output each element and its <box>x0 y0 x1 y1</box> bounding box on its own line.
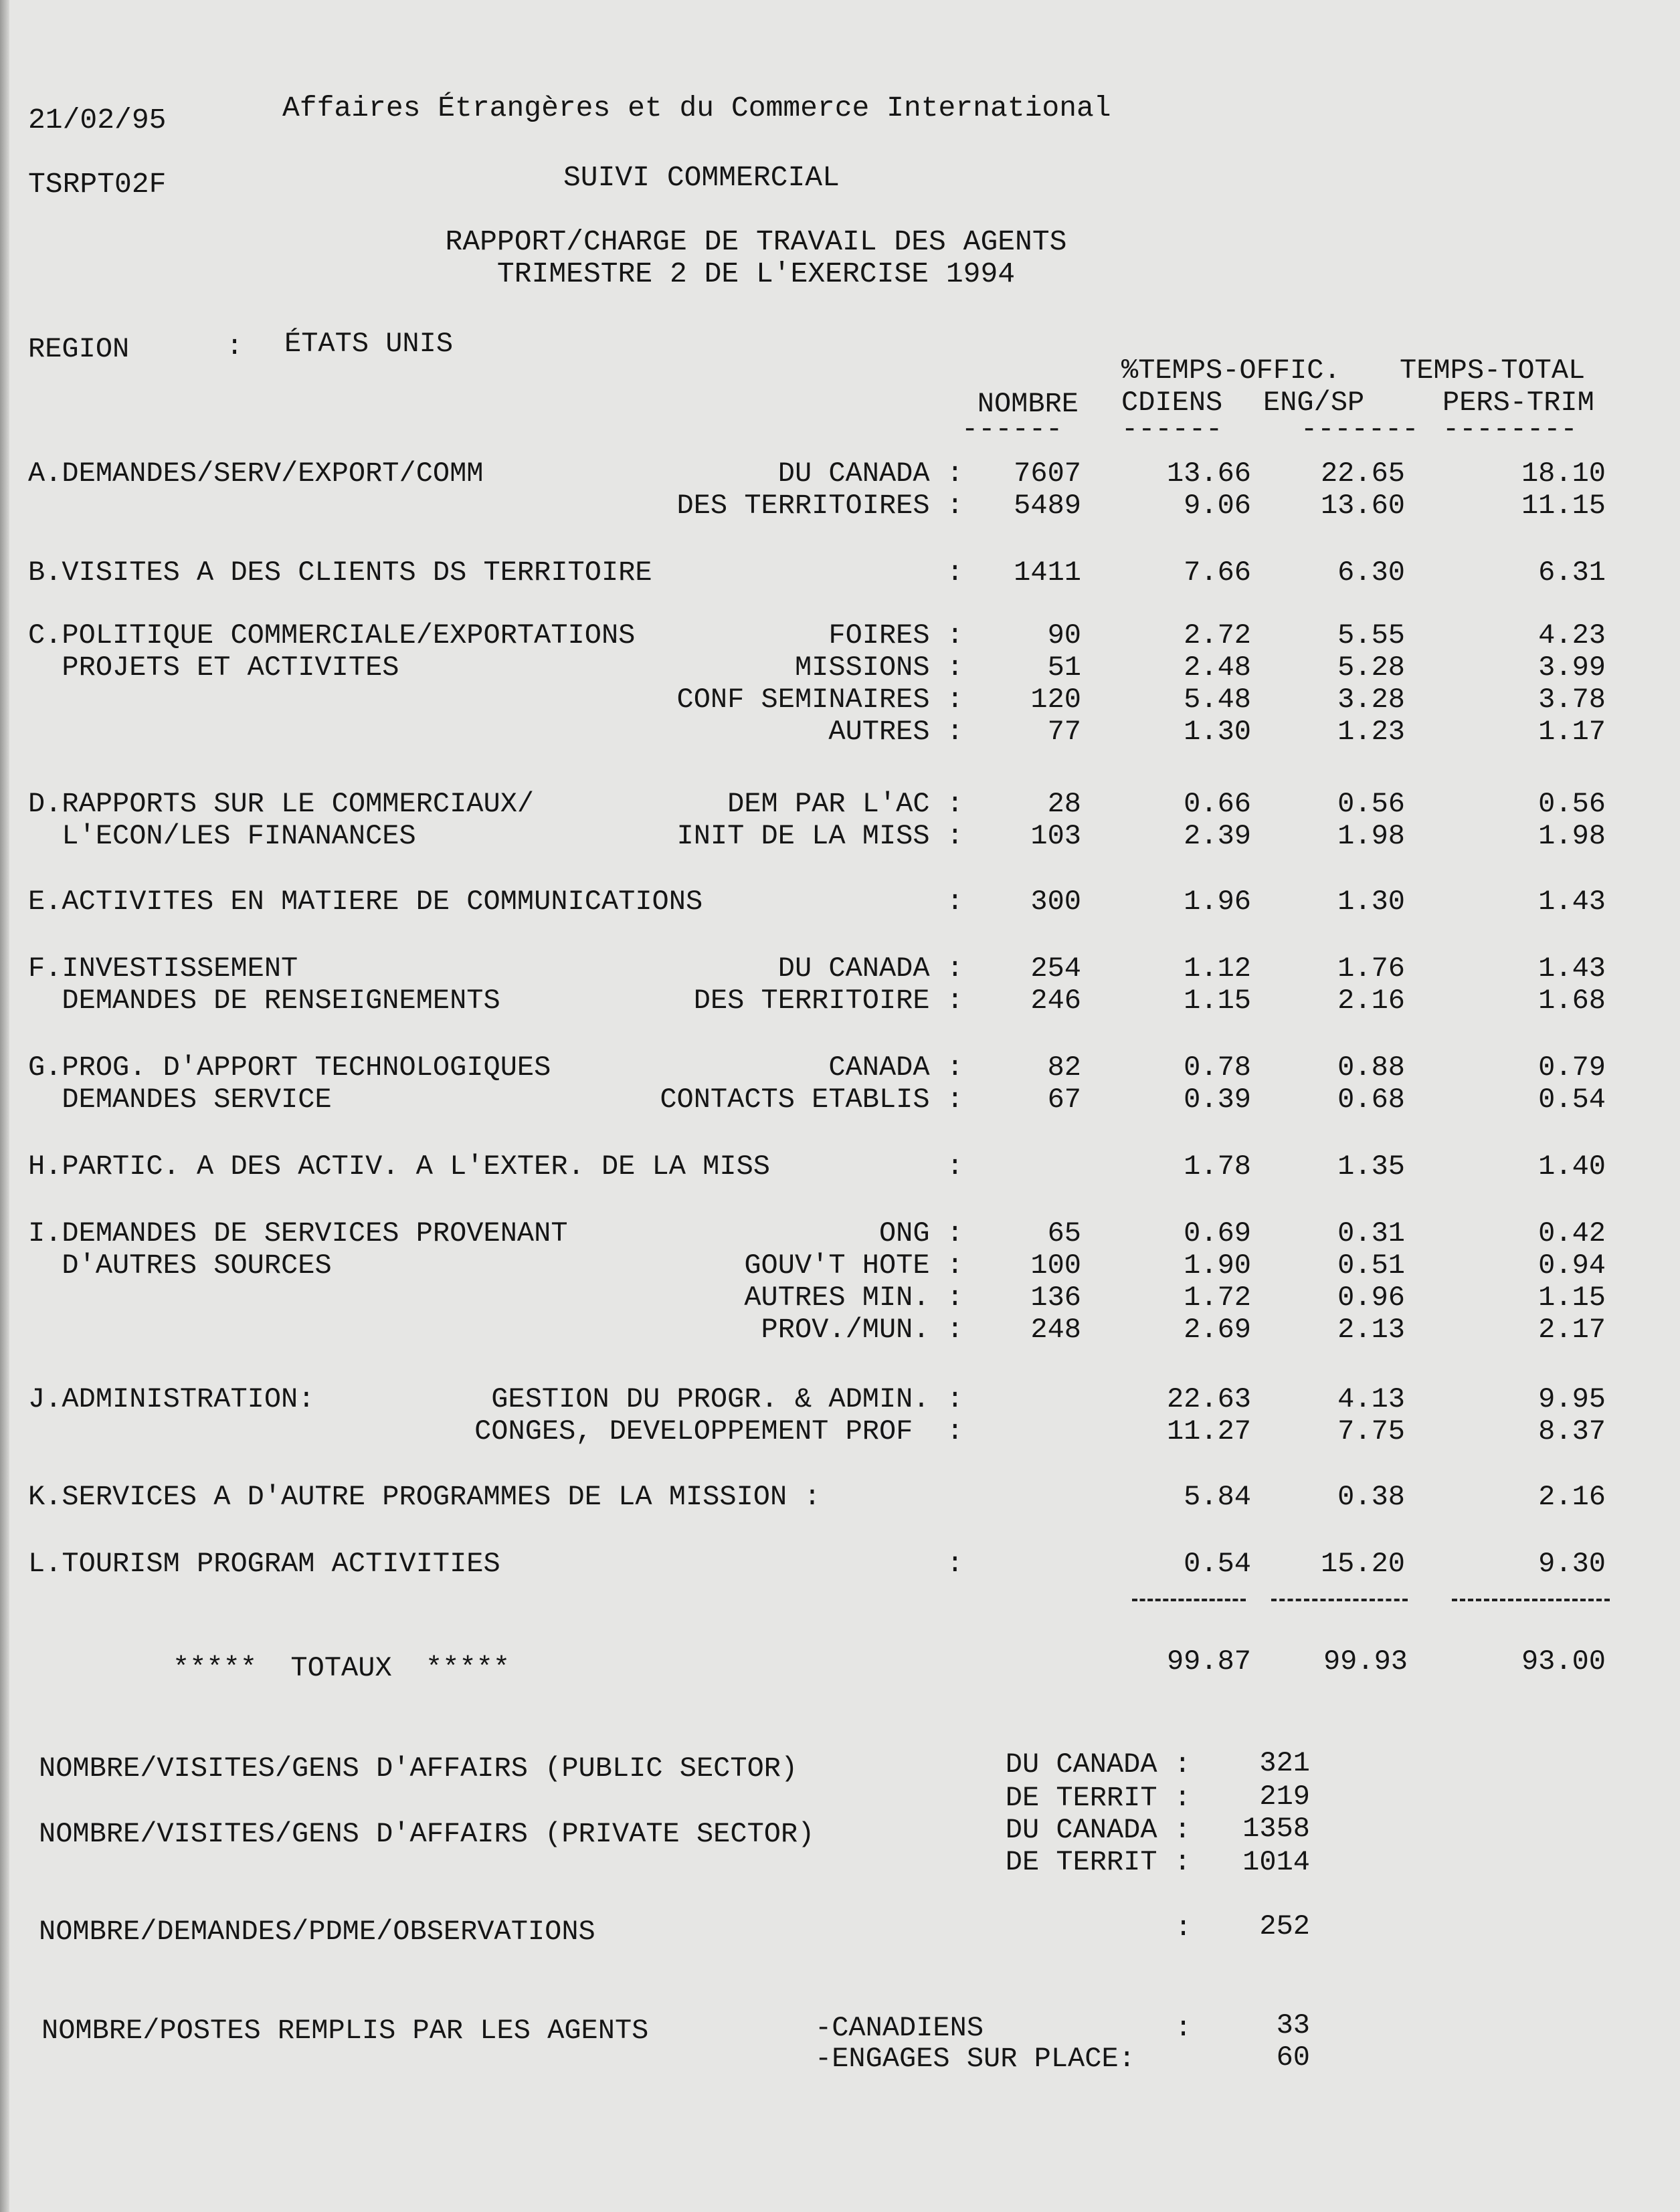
row-sublabel: FOIRES : <box>828 619 963 651</box>
row-label: D.RAPPORTS SUR LE COMMERCIAUX/ <box>28 788 535 820</box>
row-eng: 0.56 <box>1337 788 1405 820</box>
row-sublabel: AUTRES MIN. : <box>744 1282 963 1314</box>
row-nombre: 28 <box>1047 788 1081 820</box>
public-de-territ-value: 219 <box>1259 1781 1310 1813</box>
row-nombre: 5489 <box>1014 490 1081 522</box>
row-cdiens: 1.72 <box>1184 1282 1251 1314</box>
col-nombre: NOMBRE <box>977 388 1079 420</box>
private-sector-label: NOMBRE/VISITES/GENS D'AFFAIRS (PRIVATE SECTOR) <box>39 1818 815 1850</box>
row-sublabel: AUTRES : <box>828 716 963 748</box>
row-nombre: 65 <box>1047 1217 1081 1249</box>
row-eng: 22.65 <box>1320 458 1405 490</box>
row-label: E.ACTIVITES EN MATIERE DE COMMUNICATIONS <box>28 886 703 918</box>
row-nombre: 82 <box>1047 1051 1081 1084</box>
col-nombre-underline: ------ <box>961 413 1063 445</box>
row-sublabel: GOUV'T HOTE : <box>744 1249 963 1282</box>
row-nombre: 120 <box>1030 684 1081 716</box>
row-sublabel: DES TERRITOIRE : <box>693 985 963 1017</box>
row-eng: 1.98 <box>1337 820 1405 852</box>
row-sublabel: GESTION DU PROGR. & ADMIN. : <box>491 1383 963 1415</box>
row-sublabel: DU CANADA : <box>777 458 963 490</box>
row-eng: 15.20 <box>1320 1548 1405 1580</box>
row-label: L'ECON/LES FINANANCES <box>28 820 416 852</box>
row-sublabel: CANADA : <box>828 1051 963 1084</box>
row-eng: 0.38 <box>1337 1481 1405 1513</box>
row-cdiens: 11.27 <box>1166 1415 1251 1447</box>
region-separator: : <box>226 330 244 363</box>
pdme-value: 252 <box>1259 1910 1310 1942</box>
row-cdiens: 0.66 <box>1184 788 1251 820</box>
row-nombre: 51 <box>1047 651 1081 684</box>
department-name: Affaires Étrangères et du Commerce International <box>282 92 1111 124</box>
row-eng: 2.16 <box>1337 985 1405 1017</box>
row-sublabel: CONF SEMINAIRES : <box>676 684 963 716</box>
totals-rule-pers <box>1452 1599 1610 1601</box>
row-pers: 9.95 <box>1538 1383 1606 1415</box>
row-pers: 0.56 <box>1538 788 1606 820</box>
row-pers: 1.43 <box>1538 952 1606 985</box>
row-nombre: 7607 <box>1014 458 1081 490</box>
row-pers: 3.78 <box>1538 684 1606 716</box>
row-eng: 0.51 <box>1337 1249 1405 1282</box>
col-cdiens: CDIENS <box>1121 387 1223 419</box>
row-label: G.PROG. D'APPORT TECHNOLOGIQUES <box>28 1051 551 1084</box>
row-cdiens: 1.12 <box>1184 952 1251 985</box>
row-pers: 4.23 <box>1538 619 1606 651</box>
row-cdiens: 22.63 <box>1166 1383 1251 1415</box>
row-pers: 0.54 <box>1538 1084 1606 1116</box>
row-eng: 0.68 <box>1337 1084 1405 1116</box>
row-nombre: 246 <box>1030 985 1081 1017</box>
row-nombre: 248 <box>1030 1314 1081 1346</box>
row-nombre: 67 <box>1047 1084 1081 1116</box>
row-nombre: 300 <box>1030 886 1081 918</box>
scan-edge <box>0 0 9 2212</box>
row-eng: 1.76 <box>1337 952 1405 985</box>
private-de-territ-value: 1014 <box>1242 1846 1310 1878</box>
row-sublabel: PROV./MUN. : <box>761 1314 963 1346</box>
pdme-label: NOMBRE/DEMANDES/PDME/OBSERVATIONS <box>39 1916 595 1948</box>
row-cdiens: 2.48 <box>1184 651 1251 684</box>
row-eng: 6.30 <box>1337 557 1405 589</box>
row-nombre: 100 <box>1030 1249 1081 1282</box>
col-cdiens-underline: ------ <box>1121 413 1223 445</box>
row-pers: 0.42 <box>1538 1217 1606 1249</box>
postes-label: NOMBRE/POSTES REMPLIS PAR LES AGENTS <box>41 2015 649 2047</box>
row-nombre: 90 <box>1047 619 1081 651</box>
public-de-territ-label: DE TERRIT : <box>1005 1782 1191 1814</box>
row-cdiens: 13.66 <box>1166 458 1251 490</box>
row-nombre: 103 <box>1030 820 1081 852</box>
row-label: DEMANDES DE RENSEIGNEMENTS <box>28 985 500 1017</box>
region-value: ÉTATS UNIS <box>284 328 454 360</box>
row-eng: 1.23 <box>1337 716 1405 748</box>
row-pers: 3.99 <box>1538 651 1606 684</box>
engages-value: 60 <box>1276 2041 1310 2074</box>
row-label: I.DEMANDES DE SERVICES PROVENANT <box>28 1217 568 1249</box>
row-sublabel: DU CANADA : <box>777 952 963 985</box>
row-eng: 1.35 <box>1337 1150 1405 1183</box>
report-code: TSRPT02F <box>28 168 167 201</box>
row-pers: 6.31 <box>1538 557 1606 589</box>
row-eng: 3.28 <box>1337 684 1405 716</box>
row-sublabel: : <box>946 557 963 589</box>
col-group-total: TEMPS-TOTAL <box>1400 355 1586 387</box>
row-pers: 2.17 <box>1538 1314 1606 1346</box>
row-sublabel: INIT DE LA MISS : <box>676 820 963 852</box>
row-cdiens: 1.96 <box>1184 886 1251 918</box>
row-pers: 1.40 <box>1538 1150 1606 1183</box>
row-eng: 0.96 <box>1337 1282 1405 1314</box>
col-pers: PERS-TRIM <box>1442 387 1594 419</box>
row-cdiens: 1.15 <box>1184 985 1251 1017</box>
row-nombre: 1411 <box>1014 557 1081 589</box>
row-sublabel: DEM PAR L'AC : <box>727 788 963 820</box>
row-sublabel: ONG : <box>878 1217 963 1249</box>
row-pers: 1.68 <box>1538 985 1606 1017</box>
row-pers: 1.98 <box>1538 820 1606 852</box>
row-label: F.INVESTISSEMENT <box>28 952 298 985</box>
row-label: B.VISITES A DES CLIENTS DS TERRITOIRE <box>28 557 652 589</box>
col-group-offic: %TEMPS-OFFIC. <box>1121 355 1341 387</box>
row-eng: 0.88 <box>1337 1051 1405 1084</box>
col-pers-underline: -------- <box>1442 413 1578 445</box>
row-cdiens: 5.48 <box>1184 684 1251 716</box>
row-nombre: 77 <box>1047 716 1081 748</box>
engages-label: -ENGAGES SUR PLACE: <box>815 2043 1135 2075</box>
row-eng: 5.55 <box>1337 619 1405 651</box>
canadiens-label: -CANADIENS <box>815 2012 984 2044</box>
row-cdiens: 2.72 <box>1184 619 1251 651</box>
totals-label: ***** TOTAUX ***** <box>173 1652 510 1684</box>
row-cdiens: 1.90 <box>1184 1249 1251 1282</box>
pdme-separator: : <box>1175 1912 1192 1944</box>
row-pers: 0.94 <box>1538 1249 1606 1282</box>
private-du-canada-value: 1358 <box>1242 1813 1310 1845</box>
row-sublabel: CONGES, DEVELOPPEMENT PROF : <box>474 1415 963 1447</box>
canadiens-separator: : <box>1175 2012 1192 2044</box>
row-pers: 1.15 <box>1538 1282 1606 1314</box>
public-sector-label: NOMBRE/VISITES/GENS D'AFFAIRS (PUBLIC SECTOR) <box>39 1752 798 1785</box>
row-cdiens: 1.30 <box>1184 716 1251 748</box>
row-eng: 13.60 <box>1320 490 1405 522</box>
row-label: H.PARTIC. A DES ACTIV. A L'EXTER. DE LA MISS <box>28 1150 770 1183</box>
row-pers: 1.17 <box>1538 716 1606 748</box>
row-label: DEMANDES SERVICE <box>28 1084 332 1116</box>
row-sublabel: : <box>946 1150 963 1183</box>
row-eng: 5.28 <box>1337 651 1405 684</box>
row-pers: 8.37 <box>1538 1415 1606 1447</box>
row-nombre: 254 <box>1030 952 1081 985</box>
row-label: K.SERVICES A D'AUTRE PROGRAMMES DE LA MISSION : <box>28 1481 821 1513</box>
row-eng: 0.31 <box>1337 1217 1405 1249</box>
row-pers: 2.16 <box>1538 1481 1606 1513</box>
row-cdiens: 7.66 <box>1184 557 1251 589</box>
row-sublabel: MISSIONS : <box>794 651 963 684</box>
row-pers: 0.79 <box>1538 1051 1606 1084</box>
row-label: J.ADMINISTRATION: <box>28 1383 315 1415</box>
system-name: SUIVI COMMERCIAL <box>563 161 840 194</box>
totals-rule-cdiens <box>1132 1599 1246 1601</box>
row-cdiens: 2.69 <box>1184 1314 1251 1346</box>
row-sublabel: DES TERRITOIRES : <box>676 490 963 522</box>
totals-pers: 93.00 <box>1521 1645 1606 1678</box>
row-eng: 7.75 <box>1337 1415 1405 1447</box>
col-eng-underline: ------- <box>1301 413 1419 445</box>
row-eng: 4.13 <box>1337 1383 1405 1415</box>
row-cdiens: 0.54 <box>1184 1548 1251 1580</box>
row-nombre: 136 <box>1030 1282 1081 1314</box>
row-sublabel: : <box>946 1548 963 1580</box>
public-du-canada-value: 321 <box>1259 1747 1310 1779</box>
row-label: C.POLITIQUE COMMERCIALE/EXPORTATIONS <box>28 619 636 651</box>
col-eng: ENG/SP <box>1263 387 1365 419</box>
row-label: A.DEMANDES/SERV/EXPORT/COMM <box>28 458 484 490</box>
row-pers: 1.43 <box>1538 886 1606 918</box>
row-cdiens: 0.39 <box>1184 1084 1251 1116</box>
totals-cdiens: 99.87 <box>1166 1645 1251 1678</box>
report-period: TRIMESTRE 2 DE L'EXERCISE 1994 <box>496 258 1016 290</box>
row-cdiens: 0.69 <box>1184 1217 1251 1249</box>
row-cdiens: 9.06 <box>1184 490 1251 522</box>
private-de-territ-label: DE TERRIT : <box>1005 1846 1191 1878</box>
region-label: REGION <box>28 333 130 365</box>
row-pers: 11.15 <box>1521 490 1606 522</box>
row-cdiens: 0.78 <box>1184 1051 1251 1084</box>
report-title: RAPPORT/CHARGE DE TRAVAIL DES AGENTS <box>445 225 1067 258</box>
public-du-canada-label: DU CANADA : <box>1005 1748 1191 1781</box>
row-label: L.TOURISM PROGRAM ACTIVITIES <box>28 1548 500 1580</box>
row-label: D'AUTRES SOURCES <box>28 1249 332 1282</box>
totals-eng: 99.93 <box>1323 1645 1408 1678</box>
report-date: 21/02/95 <box>28 104 167 136</box>
row-sublabel: : <box>946 886 963 918</box>
row-cdiens: 5.84 <box>1184 1481 1251 1513</box>
row-eng: 1.30 <box>1337 886 1405 918</box>
row-pers: 18.10 <box>1521 458 1606 490</box>
row-label: PROJETS ET ACTIVITES <box>28 651 399 684</box>
row-cdiens: 1.78 <box>1184 1150 1251 1183</box>
private-du-canada-label: DU CANADA : <box>1005 1814 1191 1846</box>
row-eng: 2.13 <box>1337 1314 1405 1346</box>
row-pers: 9.30 <box>1538 1548 1606 1580</box>
canadiens-value: 33 <box>1276 2009 1310 2041</box>
row-cdiens: 2.39 <box>1184 820 1251 852</box>
totals-rule-eng <box>1271 1599 1408 1601</box>
row-sublabel: CONTACTS ETABLIS : <box>660 1084 963 1116</box>
